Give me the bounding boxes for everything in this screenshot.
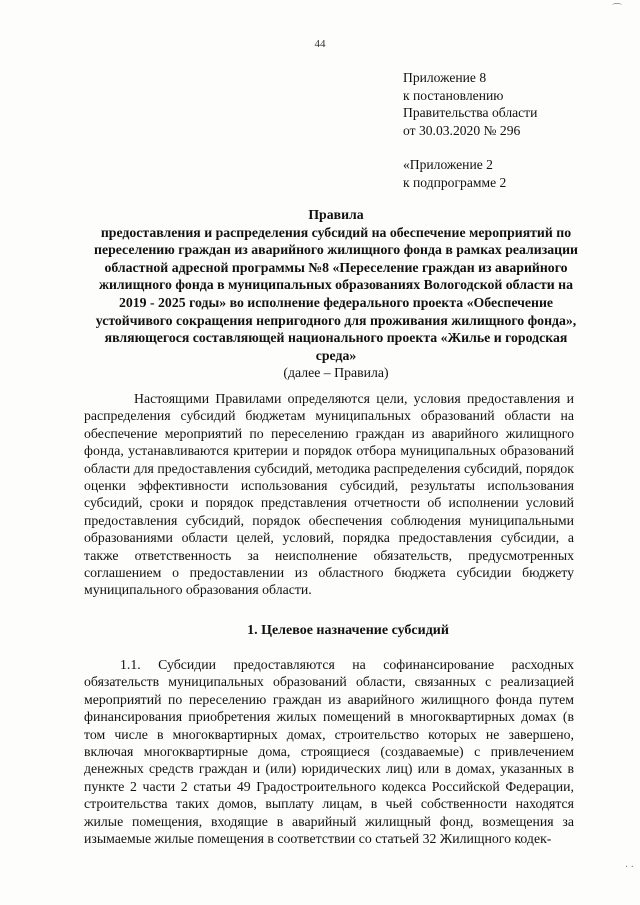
appendix-line: Правительства области bbox=[403, 105, 538, 121]
corner-scan-mark: ⌒ bbox=[612, 4, 622, 15]
title-body: предоставления и распределения субсидий на обеспечение мероприятий по переселению граждан из аварийного жилищного фонда в рамках реализации областной адресной программы №8 «Переселение граждан из аварийного жилищного фонда в муниципальных образованиях Вологодской области на 2019 - 2025 годы» во исполнение федерального проекта «Обеспечение устойчивого сокращения непригодного для проживания жилищного фонда», являющегося составляющей национального проекта «Жилье и городская среда» bbox=[94, 224, 578, 363]
scan-mark: · · bbox=[624, 862, 634, 873]
document-title bbox=[86, 206, 586, 382]
appendix-block bbox=[403, 69, 537, 192]
appendix-line: «Приложение 2 bbox=[403, 157, 493, 173]
appendix-line: к подпрограмме 2 bbox=[403, 174, 507, 190]
appendix-line: от 30.03.2020 № 296 bbox=[403, 122, 521, 138]
title-subtitle: (далее – Правила) bbox=[283, 365, 389, 381]
title-heading: Правила bbox=[308, 207, 364, 222]
page-number: 44 bbox=[314, 38, 326, 50]
section-paragraph: 1.1. Субсидии предоставляются на софинансирование расходных обязательств муниципальных образований области, связанных с реализацией мероприятий по переселению граждан из аварийного жилищного фонда путем финансирования приобретения жилых помещений в многоквартирных домах (в том числе в многоквартирных домах, строительство которых не завершено, включая многоквартирные дома, строящиеся (создаваемые) с привлечением денежных средств граждан и (или) юридических лиц) или в домах, указанных в пункте 2 части 2 статьи 49 Градостроительного кодекса Российской Федерации, строительства таких домов, выплату лицам, в чьей собственности находятся жилые помещения, входящие в аварийный жилищный фонд, возмещения за изымаемые жилые помещения в соответствии со статьей 32 Жилищного кодек- bbox=[84, 657, 574, 847]
section-heading: 1. Целевое назначение субсидий bbox=[247, 623, 449, 638]
appendix-line: Приложение 8 bbox=[403, 70, 487, 85]
intro-paragraph: Настоящими Правилами определяются цели, условия предоставления и распределения субсидий бюджетам муниципальных образований области на обеспечение мероприятий по переселению граждан из аварийного жилищного фонда, устанавливаются критерии и порядок отбора муниципальных образований области для предоставления субсидий, методика распределения субсидий, порядок оценки эффективности использования субсидий, результаты использования субсидий, сроки и порядок представления отчетности об исполнении условий предоставления субсидий, порядок обеспечения соблюдения муниципальными образованиями области целей, условий, порядка предоставления субсидии, а также ответственность за неисполнение обязательств, предусмотренных соглашением о предоставлении из областного бюджета субсидии бюджету муниципального образования области. bbox=[84, 391, 574, 598]
appendix-line: к постановлению bbox=[403, 87, 504, 103]
